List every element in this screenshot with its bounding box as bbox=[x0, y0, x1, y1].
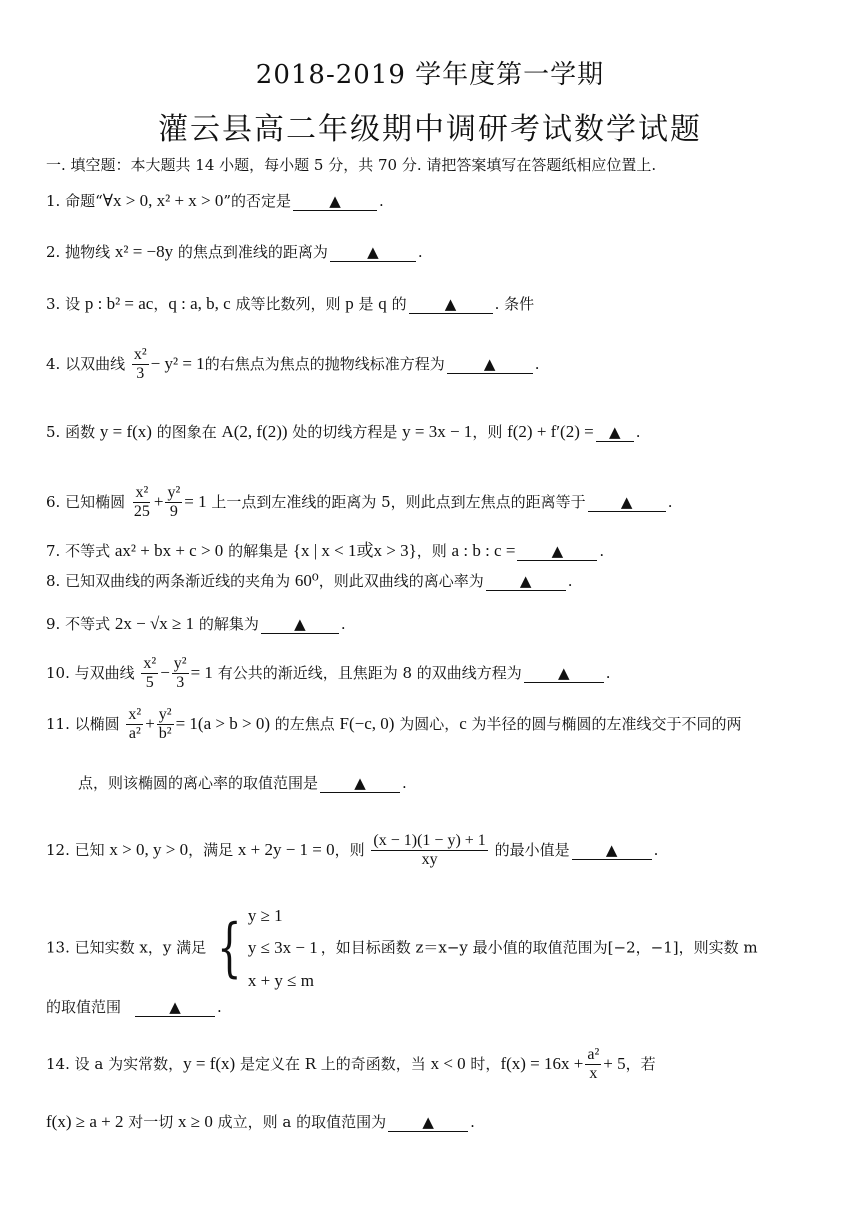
question-13 bbox=[46, 900, 758, 997]
question-11-cont bbox=[78, 774, 407, 793]
q10-answer-blank[interactable] bbox=[524, 664, 604, 683]
q2-prefix: 2. 抛物线 bbox=[46, 243, 115, 261]
q10-expr: = 1 bbox=[190, 662, 213, 682]
q4-denominator: 3 bbox=[136, 365, 145, 383]
triangle-marker-icon: ▲ bbox=[608, 423, 621, 441]
question-13-cont bbox=[46, 998, 222, 1017]
question-6 bbox=[46, 484, 672, 522]
q10-denominator-2: 3 bbox=[176, 674, 185, 692]
triangle-marker-icon: ▲ bbox=[558, 663, 570, 682]
q10-end: . bbox=[605, 663, 611, 682]
q5-answer-blank[interactable] bbox=[596, 423, 634, 442]
q12-answer-blank[interactable] bbox=[572, 841, 652, 860]
q11-prefix: 11. 以椭圆 bbox=[46, 714, 125, 733]
q13-constraints bbox=[248, 900, 318, 997]
q1-answer-blank[interactable] bbox=[293, 192, 377, 211]
q5-expr-1: y = f(x) bbox=[99, 422, 152, 441]
q11-text-3: 为半径的圆与椭圆的左准线交于不同的两 bbox=[466, 714, 742, 733]
q11-text-1: 的左焦点 bbox=[269, 714, 340, 733]
q9-prefix: 9. 不等式 bbox=[46, 615, 115, 633]
q13-constraint-2: y ≤ 3x − 1 bbox=[247, 938, 318, 958]
triangle-marker-icon: ▲ bbox=[367, 243, 379, 261]
q11-fraction-2 bbox=[157, 706, 174, 744]
q9-text: 的解集为 bbox=[194, 615, 259, 633]
q13-constraint-system bbox=[209, 900, 318, 997]
q10-fraction-1 bbox=[141, 655, 158, 693]
q11-expr-2: F(−c, 0) bbox=[339, 713, 395, 733]
q6-answer-blank[interactable] bbox=[588, 493, 666, 512]
q13-end: . bbox=[217, 998, 222, 1016]
q11-c: c bbox=[459, 713, 467, 733]
q2-end: . bbox=[417, 243, 423, 261]
q3-text-1: 成等比数列，则 bbox=[230, 295, 346, 313]
q4-text: 的右焦点为焦点的抛物线标准方程为 bbox=[204, 354, 445, 373]
question-1 bbox=[46, 191, 384, 211]
question-8 bbox=[46, 571, 572, 591]
q6-prefix: 6. 已知椭圆 bbox=[46, 492, 130, 511]
q1-expr: ∀x > 0, x² + x > 0 bbox=[102, 191, 224, 210]
q11-numerator-2: y² bbox=[157, 706, 174, 725]
q13-constraint-1: y ≥ 1 bbox=[247, 906, 283, 925]
q3-q: q bbox=[378, 294, 387, 313]
triangle-marker-icon: ▲ bbox=[422, 1113, 434, 1131]
triangle-marker-icon: ▲ bbox=[294, 615, 306, 633]
q2-text: 的焦点到准线的距离为 bbox=[173, 243, 328, 261]
q14-expr-4: + 5 bbox=[603, 1053, 626, 1073]
q14-text-4: 对一切 bbox=[123, 1113, 178, 1131]
q12-end: . bbox=[653, 840, 659, 859]
q4-fraction bbox=[132, 346, 149, 384]
question-11 bbox=[46, 706, 742, 744]
q1-end: . bbox=[379, 192, 384, 210]
q12-expr-2: x + 2y − 1 = 0 bbox=[237, 839, 335, 859]
q10-prefix: 10. 与双曲线 bbox=[46, 663, 140, 682]
triangle-marker-icon: ▲ bbox=[169, 998, 181, 1016]
q11-numerator-1: x² bbox=[126, 706, 143, 725]
triangle-marker-icon: ▲ bbox=[329, 192, 341, 210]
q2-expr: x² = −8y bbox=[114, 242, 174, 261]
q4-answer-blank[interactable] bbox=[447, 355, 533, 374]
q4-numerator: x² bbox=[132, 346, 149, 365]
q5-expr-2: A(2, f(2)) bbox=[221, 422, 288, 441]
q12-numerator: (x − 1)(1 − y) + 1 bbox=[371, 832, 487, 851]
left-brace-icon: { bbox=[217, 911, 242, 986]
question-14 bbox=[46, 1046, 656, 1084]
q7-prefix: 7. 不等式 bbox=[46, 542, 115, 560]
question-9 bbox=[46, 614, 346, 634]
q12-text-3: 的最小值是 bbox=[489, 840, 570, 859]
q14-expr-3: f(x) = 16x + bbox=[500, 1053, 584, 1073]
q14-prefix: 14. 设 a 为实常数， bbox=[46, 1054, 184, 1073]
q14-expr-2: x < 0 bbox=[430, 1053, 466, 1073]
year-term-title: 2018-2019 学年度第一学期 bbox=[255, 60, 605, 90]
q12-fraction bbox=[371, 832, 487, 870]
q14-end: . bbox=[470, 1113, 475, 1131]
question-3 bbox=[46, 294, 534, 314]
q3-sep: ， bbox=[153, 295, 169, 313]
q14-expr-1: y = f(x) bbox=[183, 1053, 236, 1073]
q11-text-2: 为圆心， bbox=[394, 714, 460, 733]
question-4 bbox=[46, 346, 539, 384]
q10-fraction-2 bbox=[172, 655, 189, 693]
q9-expr: 2x − √x ≥ 1 bbox=[114, 614, 195, 633]
q10-minus: − bbox=[160, 662, 170, 682]
q7-text-1: 的解集是 bbox=[223, 542, 293, 560]
q12-expr-1: x > 0, y > 0 bbox=[109, 839, 189, 859]
q8-prefix: 8. 已知双曲线的两条渐近线的夹角为 bbox=[46, 572, 295, 590]
q10-denominator-1: 5 bbox=[145, 674, 154, 692]
q11-fraction-1 bbox=[126, 706, 143, 744]
q14-expr-6: x ≥ 0 bbox=[178, 1112, 213, 1131]
triangle-marker-icon: ▲ bbox=[620, 492, 633, 511]
q3-text-2: 是 bbox=[353, 295, 379, 313]
q6-text: 上一点到左准线的距离为 5，则此点到左焦点的距离等于 bbox=[206, 492, 586, 511]
q14-text-1: 是定义在 R 上的奇函数，当 bbox=[235, 1054, 431, 1073]
q11-answer-blank[interactable] bbox=[320, 774, 400, 793]
q3-end: . 条件 bbox=[494, 295, 535, 313]
q14-fraction bbox=[585, 1046, 601, 1084]
question-5 bbox=[46, 422, 641, 442]
q7-end: . bbox=[599, 542, 605, 560]
q6-denominator-2: 9 bbox=[169, 503, 178, 521]
q11-denominator-1: a² bbox=[128, 725, 141, 743]
q11-denominator-2: b² bbox=[158, 725, 172, 743]
triangle-marker-icon: ▲ bbox=[605, 840, 618, 859]
q3-p: p bbox=[345, 294, 354, 313]
q11-expr: = 1(a > b > 0) bbox=[175, 713, 270, 733]
q12-text-2: ，则 bbox=[334, 840, 370, 859]
q4-end: . bbox=[534, 354, 540, 373]
q13-prefix: 13. 已知实数 x，y 满足 bbox=[46, 938, 207, 957]
question-2 bbox=[46, 242, 423, 262]
question-7 bbox=[46, 541, 604, 561]
question-10 bbox=[46, 655, 611, 693]
q2-answer-blank[interactable] bbox=[330, 243, 416, 262]
q8-text: ，则此双曲线的离心率为 bbox=[318, 572, 484, 590]
q6-end: . bbox=[667, 492, 673, 511]
triangle-marker-icon: ▲ bbox=[444, 295, 457, 313]
exam-title: 灌云县高二年级期中调研考试数学试题 bbox=[158, 112, 702, 147]
q5-end: . bbox=[635, 423, 641, 441]
q6-numerator-1: x² bbox=[133, 484, 150, 503]
q4-expr: − y² = 1 bbox=[150, 353, 205, 373]
q5-text-1: 的图象在 bbox=[151, 423, 222, 441]
q9-answer-blank[interactable] bbox=[261, 615, 339, 634]
q5-text-3: ，则 bbox=[472, 423, 508, 441]
q3-prefix: 3. 设 bbox=[46, 295, 85, 313]
q5-expr-3: y = 3x − 1 bbox=[402, 422, 473, 441]
q6-fraction-1 bbox=[132, 484, 152, 522]
q13-text-2: 的取值范围 bbox=[46, 998, 122, 1016]
triangle-marker-icon: ▲ bbox=[354, 774, 366, 792]
q14-text-2: 时， bbox=[465, 1054, 501, 1073]
q10-numerator-2: y² bbox=[172, 655, 189, 674]
q14-numerator: a² bbox=[585, 1046, 601, 1065]
q7-expr-2: {x | x < 1或x > 3} bbox=[292, 541, 417, 560]
q6-denominator-1: 25 bbox=[133, 503, 150, 521]
q13-constraint-3: x + y ≤ m bbox=[247, 970, 314, 990]
q12-denominator: xy bbox=[421, 851, 438, 869]
q5-expr-4: f(2) + f′(2) = bbox=[507, 422, 594, 441]
q10-numerator-1: x² bbox=[141, 655, 158, 674]
q5-text-2: 处的切线方程是 bbox=[287, 423, 403, 441]
q8-expr: 60⁰ bbox=[294, 571, 319, 590]
q9-end: . bbox=[340, 615, 346, 633]
q6-expr: = 1 bbox=[184, 491, 207, 511]
q6-plus: + bbox=[153, 491, 164, 511]
question-14-cont bbox=[46, 1112, 475, 1132]
q14-answer-blank[interactable] bbox=[388, 1113, 468, 1132]
triangle-marker-icon: ▲ bbox=[551, 542, 564, 560]
question-12 bbox=[46, 832, 658, 870]
q7-expr-3: a : b : c = bbox=[451, 541, 516, 560]
q13-text: ，如目标函数 z＝x−y 最小值的取值范围为[−2，−1]，则实数 m bbox=[320, 938, 758, 957]
q13-answer-blank[interactable] bbox=[135, 998, 215, 1017]
q11-end: . bbox=[402, 774, 407, 792]
triangle-marker-icon: ▲ bbox=[519, 572, 532, 590]
q14-denominator: x bbox=[589, 1065, 598, 1083]
q1-prefix: 1. 命题“ bbox=[46, 192, 103, 210]
triangle-marker-icon: ▲ bbox=[483, 354, 496, 373]
q14-text-5: 成立，则 a 的取值范围为 bbox=[212, 1113, 387, 1131]
q11-plus: + bbox=[145, 713, 155, 733]
q1-text: ”的否定是 bbox=[223, 192, 292, 210]
q14-text-3: ，若 bbox=[625, 1054, 656, 1073]
q12-text-1: ，满足 bbox=[188, 840, 238, 859]
q7-expr-1: ax² + bx + c > 0 bbox=[114, 541, 224, 560]
q6-numerator-2: y² bbox=[165, 484, 182, 503]
q5-prefix: 5. 函数 bbox=[46, 423, 100, 441]
q3-answer-blank[interactable] bbox=[409, 295, 493, 314]
q12-prefix: 12. 已知 bbox=[46, 840, 110, 859]
q10-text: 有公共的渐近线，且焦距为 8 的双曲线方程为 bbox=[212, 663, 522, 682]
q3-expr-q: q : a, b, c bbox=[168, 294, 231, 313]
q8-answer-blank[interactable] bbox=[486, 572, 566, 591]
q8-end: . bbox=[567, 572, 573, 590]
q11-text-4: 点，则该椭圆的离心率的取值范围是 bbox=[78, 774, 319, 792]
q3-expr-p: p : b² = ac bbox=[84, 294, 154, 313]
q3-text-3: 的 bbox=[386, 295, 407, 313]
q7-answer-blank[interactable] bbox=[517, 542, 597, 561]
section-intro: 一. 填空题：本大题共 14 小题，每小题 5 分，共 70 分. 请把答案填写在答题纸相应位置上. bbox=[46, 156, 657, 174]
q6-fraction-2 bbox=[165, 484, 182, 522]
q7-text-2: ，则 bbox=[416, 542, 452, 560]
q4-prefix: 4. 以双曲线 bbox=[46, 354, 130, 373]
q14-expr-5: f(x) ≥ a + 2 bbox=[46, 1112, 124, 1131]
